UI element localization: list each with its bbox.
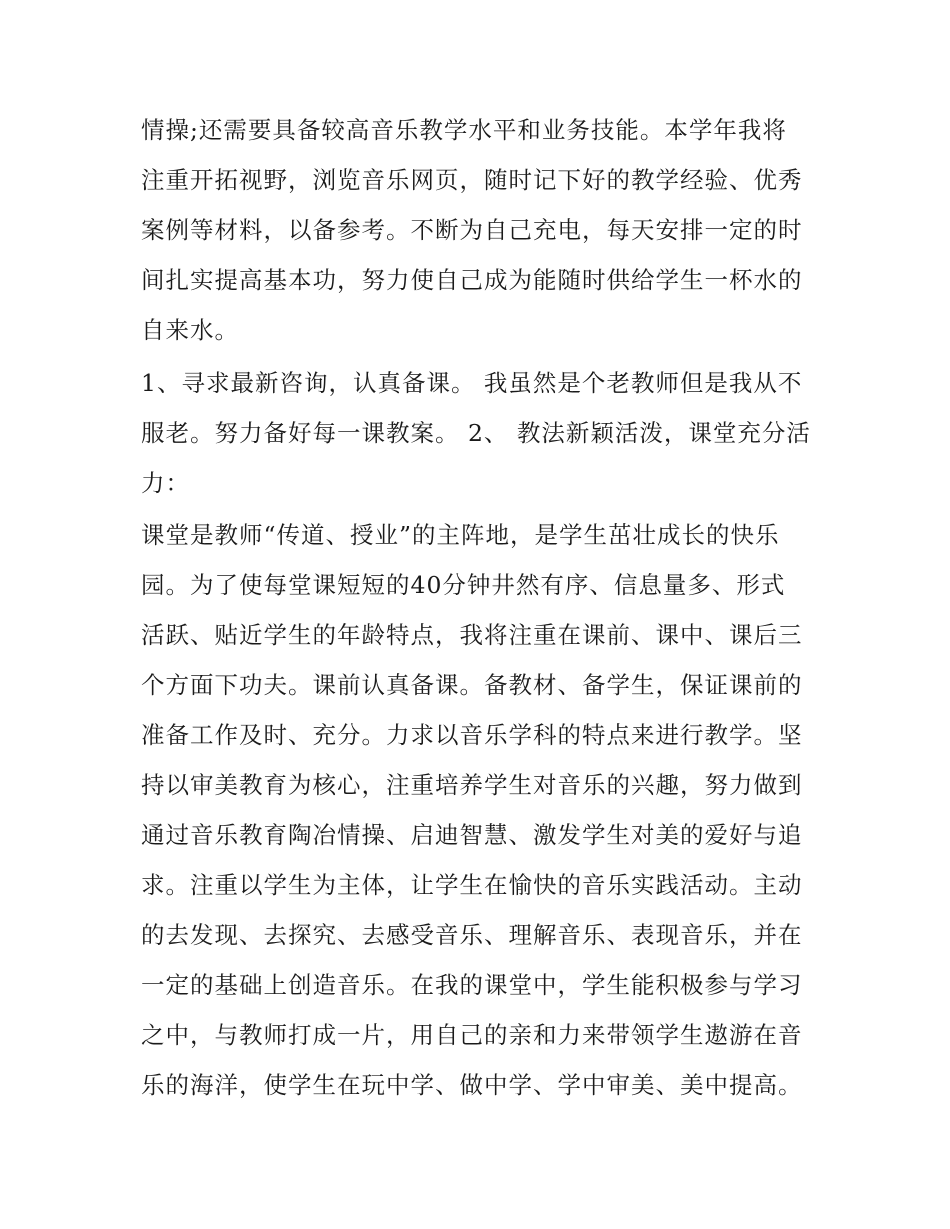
text-line: 个方面下功夫。课前认真备课。备教材、备学生，保证课前的 — [141, 671, 803, 699]
text-line: 情操;还需要具备较高音乐教学水平和业务技能。本学年我将 — [141, 116, 787, 144]
text-line: 课堂是教师“传道、授业”的主阵地，是学生茁壮成长的快乐 — [141, 521, 780, 549]
text-line: 一定的基础上创造音乐。在我的课堂中，学生能积极参与学习 — [141, 971, 803, 999]
text-line: 服老。努力备好每一课教案。 2、 教法新颖活泼，课堂充分活 — [141, 419, 811, 447]
text-line: 求。注重以学生为主体，让学生在愉快的音乐实践活动。主动 — [141, 871, 803, 899]
text-line: 的去发现、去探究、去感受音乐、理解音乐、表现音乐，并在 — [141, 921, 803, 949]
text-line: 通过音乐教育陶冶情操、启迪智慧、激发学生对美的爱好与追 — [141, 821, 803, 849]
text-line: 活跃、贴近学生的年龄特点，我将注重在课前、课中、课后三 — [141, 621, 803, 649]
text-line: 乐的海洋，使学生在玩中学、做中学、学中审美、美中提高。 — [141, 1071, 803, 1099]
text-line: 间扎实提高基本功，努力使自己成为能随时供给学生一杯水的 — [141, 266, 803, 294]
text-line: 1、寻求最新咨询，认真备课。 我虽然是个老教师但是我从不 — [141, 369, 803, 397]
text-line: 注重开拓视野，浏览音乐网页，随时记下好的教学经验、优秀 — [141, 166, 803, 194]
text-line: 力： — [141, 469, 190, 497]
text-line: 准备工作及时、充分。力求以音乐学科的特点来进行教学。坚 — [141, 721, 803, 749]
text-line: 自来水。 — [141, 316, 239, 344]
text-line: 案例等材料，以备参考。不断为自己充电，每天安排一定的时 — [141, 216, 803, 244]
text-line: 持以审美教育为核心，注重培养学生对音乐的兴趣，努力做到 — [141, 771, 803, 799]
text-line: 之中，与教师打成一片，用自己的亲和力来带领学生遨游在音 — [141, 1021, 803, 1049]
text-line: 园。为了使每堂课短短的40分钟井然有序、信息量多、形式 — [141, 571, 786, 599]
